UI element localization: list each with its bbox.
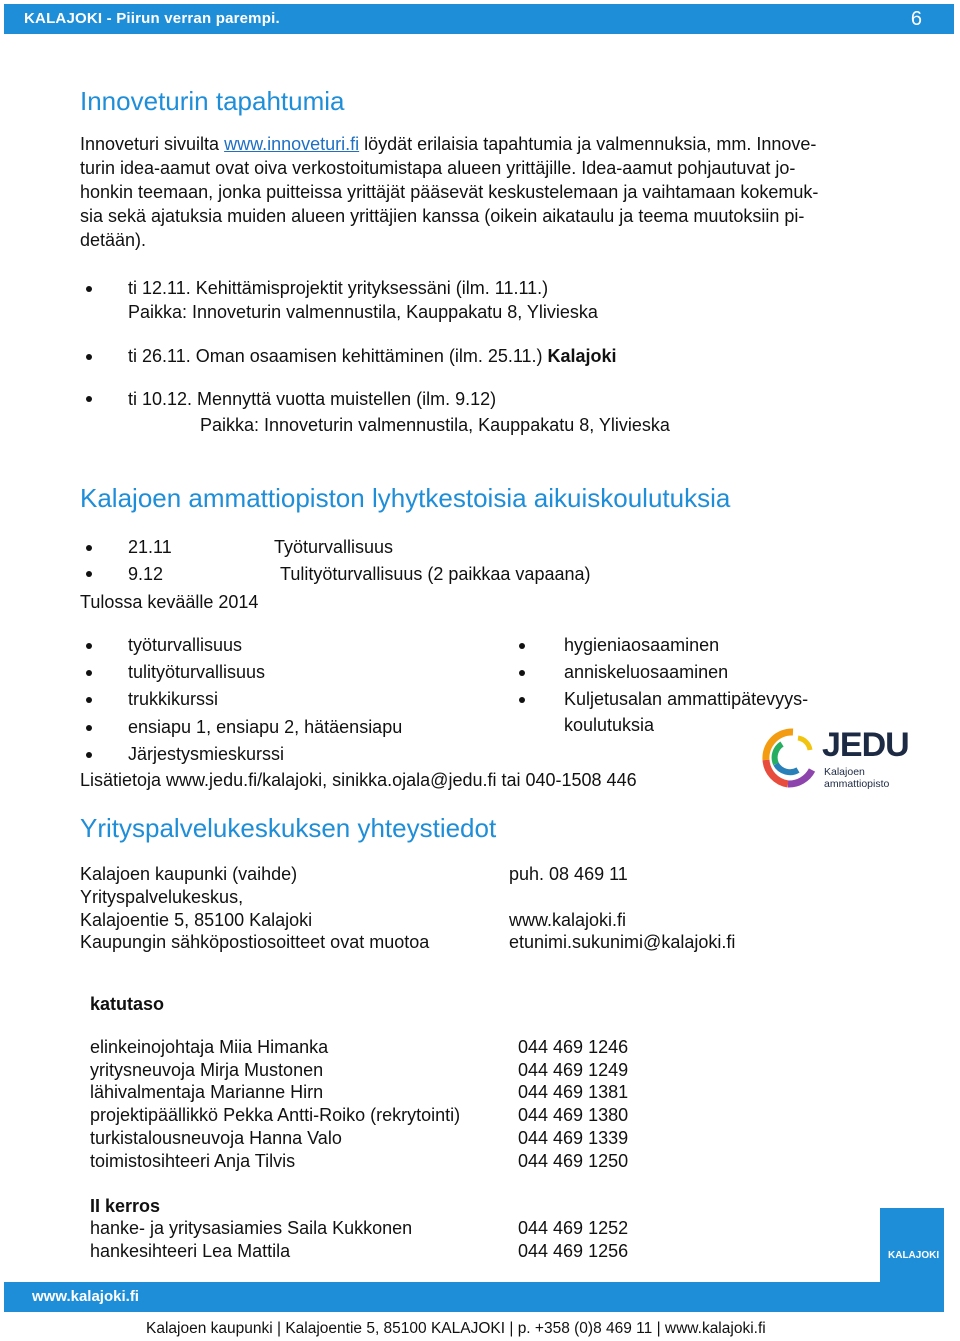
course-date: 9.12	[128, 564, 164, 584]
course-item: trukkikurssi	[128, 689, 219, 709]
para-line-1: Innoveturi sivuilta www.innoveturi.fi löydät erilaisia tapahtumia ja valmennuksia, mm. Innove-	[80, 134, 817, 154]
staff-name: hankesihteeri Lea Mattila	[90, 1241, 291, 1261]
jedu-logo-sub1: Kalajoen	[824, 766, 865, 778]
bullet-icon	[86, 396, 92, 402]
course-item: koulutuksia	[564, 715, 655, 735]
page-number: 6	[910, 8, 922, 30]
contact-right: etunimi.sukunimi@kalajoki.fi	[509, 932, 736, 952]
footer-bar	[4, 1282, 944, 1312]
event-place: Paikka: Innoveturin valmennustila, Kauppakatu 8, Ylivieska	[128, 302, 598, 322]
bullet-icon	[86, 571, 92, 577]
floor-title: II kerros	[90, 1196, 161, 1216]
header-brand: KALAJOKI - Piirun verran parempi.	[24, 10, 280, 27]
contact-left: Kalajoen kaupunki (vaihde)	[80, 864, 298, 884]
bullet-icon	[86, 643, 92, 649]
bullet-icon	[519, 643, 525, 649]
jedu-logo-sub2: ammattiopisto	[824, 778, 890, 790]
innoveturi-link[interactable]: www.innoveturi.fi	[224, 134, 360, 154]
event-line: ti 10.12. Mennyttä vuotta muistellen (ilm. 9.12)	[128, 389, 497, 409]
staff-name: hanke- ja yritysasiamies Saila Kukkonen	[90, 1218, 413, 1238]
course-item: työturvallisuus	[128, 635, 243, 655]
bullet-icon	[86, 545, 92, 551]
floor-title: katutaso	[90, 994, 165, 1014]
staff-name: elinkeinojohtaja Miia Himanka	[90, 1037, 329, 1057]
kalajoki-logo	[880, 1208, 944, 1312]
course-date: 21.11	[128, 537, 172, 557]
staff-phone: 044 469 1256	[518, 1241, 629, 1261]
header-bar	[4, 4, 954, 34]
bullet-icon	[86, 286, 92, 292]
staff-phone: 044 469 1249	[518, 1060, 629, 1080]
course-item: tulityöturvallisuus	[128, 662, 266, 682]
staff-name: toimistosihteeri Anja Tilvis	[90, 1151, 296, 1171]
kalajoki-logo-text: KALAJOKI	[888, 1250, 940, 1261]
course-name: Työturvallisuus	[274, 537, 394, 557]
staff-phone: 044 469 1252	[518, 1218, 629, 1238]
para-line-5: detään).	[80, 230, 147, 250]
intro-paragraph	[80, 132, 880, 252]
staff-name: lähivalmentaja Marianne Hirn	[90, 1082, 324, 1102]
info-line: Lisätietoja www.jedu.fi/kalajoki, sinikka.ojala@jedu.fi tai 040-1508 446	[80, 770, 637, 790]
bullet-icon	[519, 670, 525, 676]
bullet-icon	[519, 697, 525, 703]
para-line-4: sia sekä ajatuksia muiden alueen yrittäjien kanssa (oikein aikataulu ja teema muutoksiin pi-	[80, 206, 805, 226]
section-title-yhteystiedot: Yrityspalvelukeskuksen yhteystiedot	[80, 813, 497, 843]
course-item: hygieniaosaaminen	[564, 635, 720, 655]
jedu-logo-text: JEDU	[822, 726, 909, 764]
staff-phone: 044 469 1380	[518, 1105, 629, 1125]
bullet-icon	[86, 725, 92, 731]
event-line: ti 12.11. Kehittämisprojektit yrityksessäni (ilm. 11.11.)	[128, 278, 549, 298]
spring-heading: Tulossa keväälle 2014	[80, 592, 259, 612]
course-item: ensiapu 1, ensiapu 2, hätäensiapu	[128, 717, 403, 737]
staff-name: turkistalousneuvoja Hanna Valo	[90, 1128, 342, 1148]
para-line-3: honkin teemaan, jonka puitteissa yrittäjät pääsevät keskustelemaan ja vaihtamaan kokemuk-	[80, 182, 819, 202]
event-line: ti 26.11. Oman osaamisen kehittäminen (ilm. 25.11.) Kalajoki	[128, 346, 617, 366]
staff-phone: 044 469 1381	[518, 1082, 629, 1102]
staff-phone: 044 469 1250	[518, 1151, 629, 1171]
footer-address: Kalajoen kaupunki | Kalajoentie 5, 85100 KALAJOKI | p. +358 (0)8 469 11 | www.kalajoki.fi	[146, 1320, 766, 1337]
event-location-bold: Kalajoki	[547, 346, 617, 366]
bullet-icon	[86, 697, 92, 703]
staff-name: projektipäällikkö Pekka Antti-Roiko (rekrytointi)	[90, 1105, 461, 1125]
bullet-icon	[86, 752, 92, 758]
para-line-2: turin idea-aamut ovat oiva verkostoitumistapa alueen yrittäjille. Idea-aamut pohjautuvat jo-	[80, 158, 796, 178]
event-place: Paikka: Innoveturin valmennustila, Kauppakatu 8, Ylivieska	[200, 415, 670, 435]
course-item: anniskeluosaaminen	[564, 662, 729, 682]
bullet-icon	[86, 354, 92, 360]
staff-name: yritysneuvoja Mirja Mustonen	[90, 1060, 324, 1080]
section-title-koulutukset: Kalajoen ammattiopiston lyhytkestoisia aikuiskoulutuksia	[80, 483, 731, 513]
course-item: Järjestysmieskurssi	[128, 744, 285, 764]
course-item: Kuljetusalan ammattipätevyys-	[564, 689, 809, 709]
section-title-innoveturi: Innoveturin tapahtumia	[80, 86, 345, 116]
contact-left: Kaupungin sähköpostiosoitteet ovat muotoa	[80, 932, 430, 952]
contact-left: Yrityspalvelukeskus,	[80, 887, 244, 907]
contact-left: Kalajoentie 5, 85100 Kalajoki	[80, 910, 313, 930]
course-name: Tulityöturvallisuus (2 paikkaa vapaana)	[280, 564, 591, 584]
bullet-icon	[86, 670, 92, 676]
staff-phone: 044 469 1246	[518, 1037, 629, 1057]
staff-phone: 044 469 1339	[518, 1128, 629, 1148]
footer-url[interactable]: www.kalajoki.fi	[32, 1288, 139, 1305]
contact-right: www.kalajoki.fi	[509, 910, 627, 930]
jedu-logo	[758, 720, 909, 792]
contact-right: puh. 08 469 11	[509, 864, 628, 884]
